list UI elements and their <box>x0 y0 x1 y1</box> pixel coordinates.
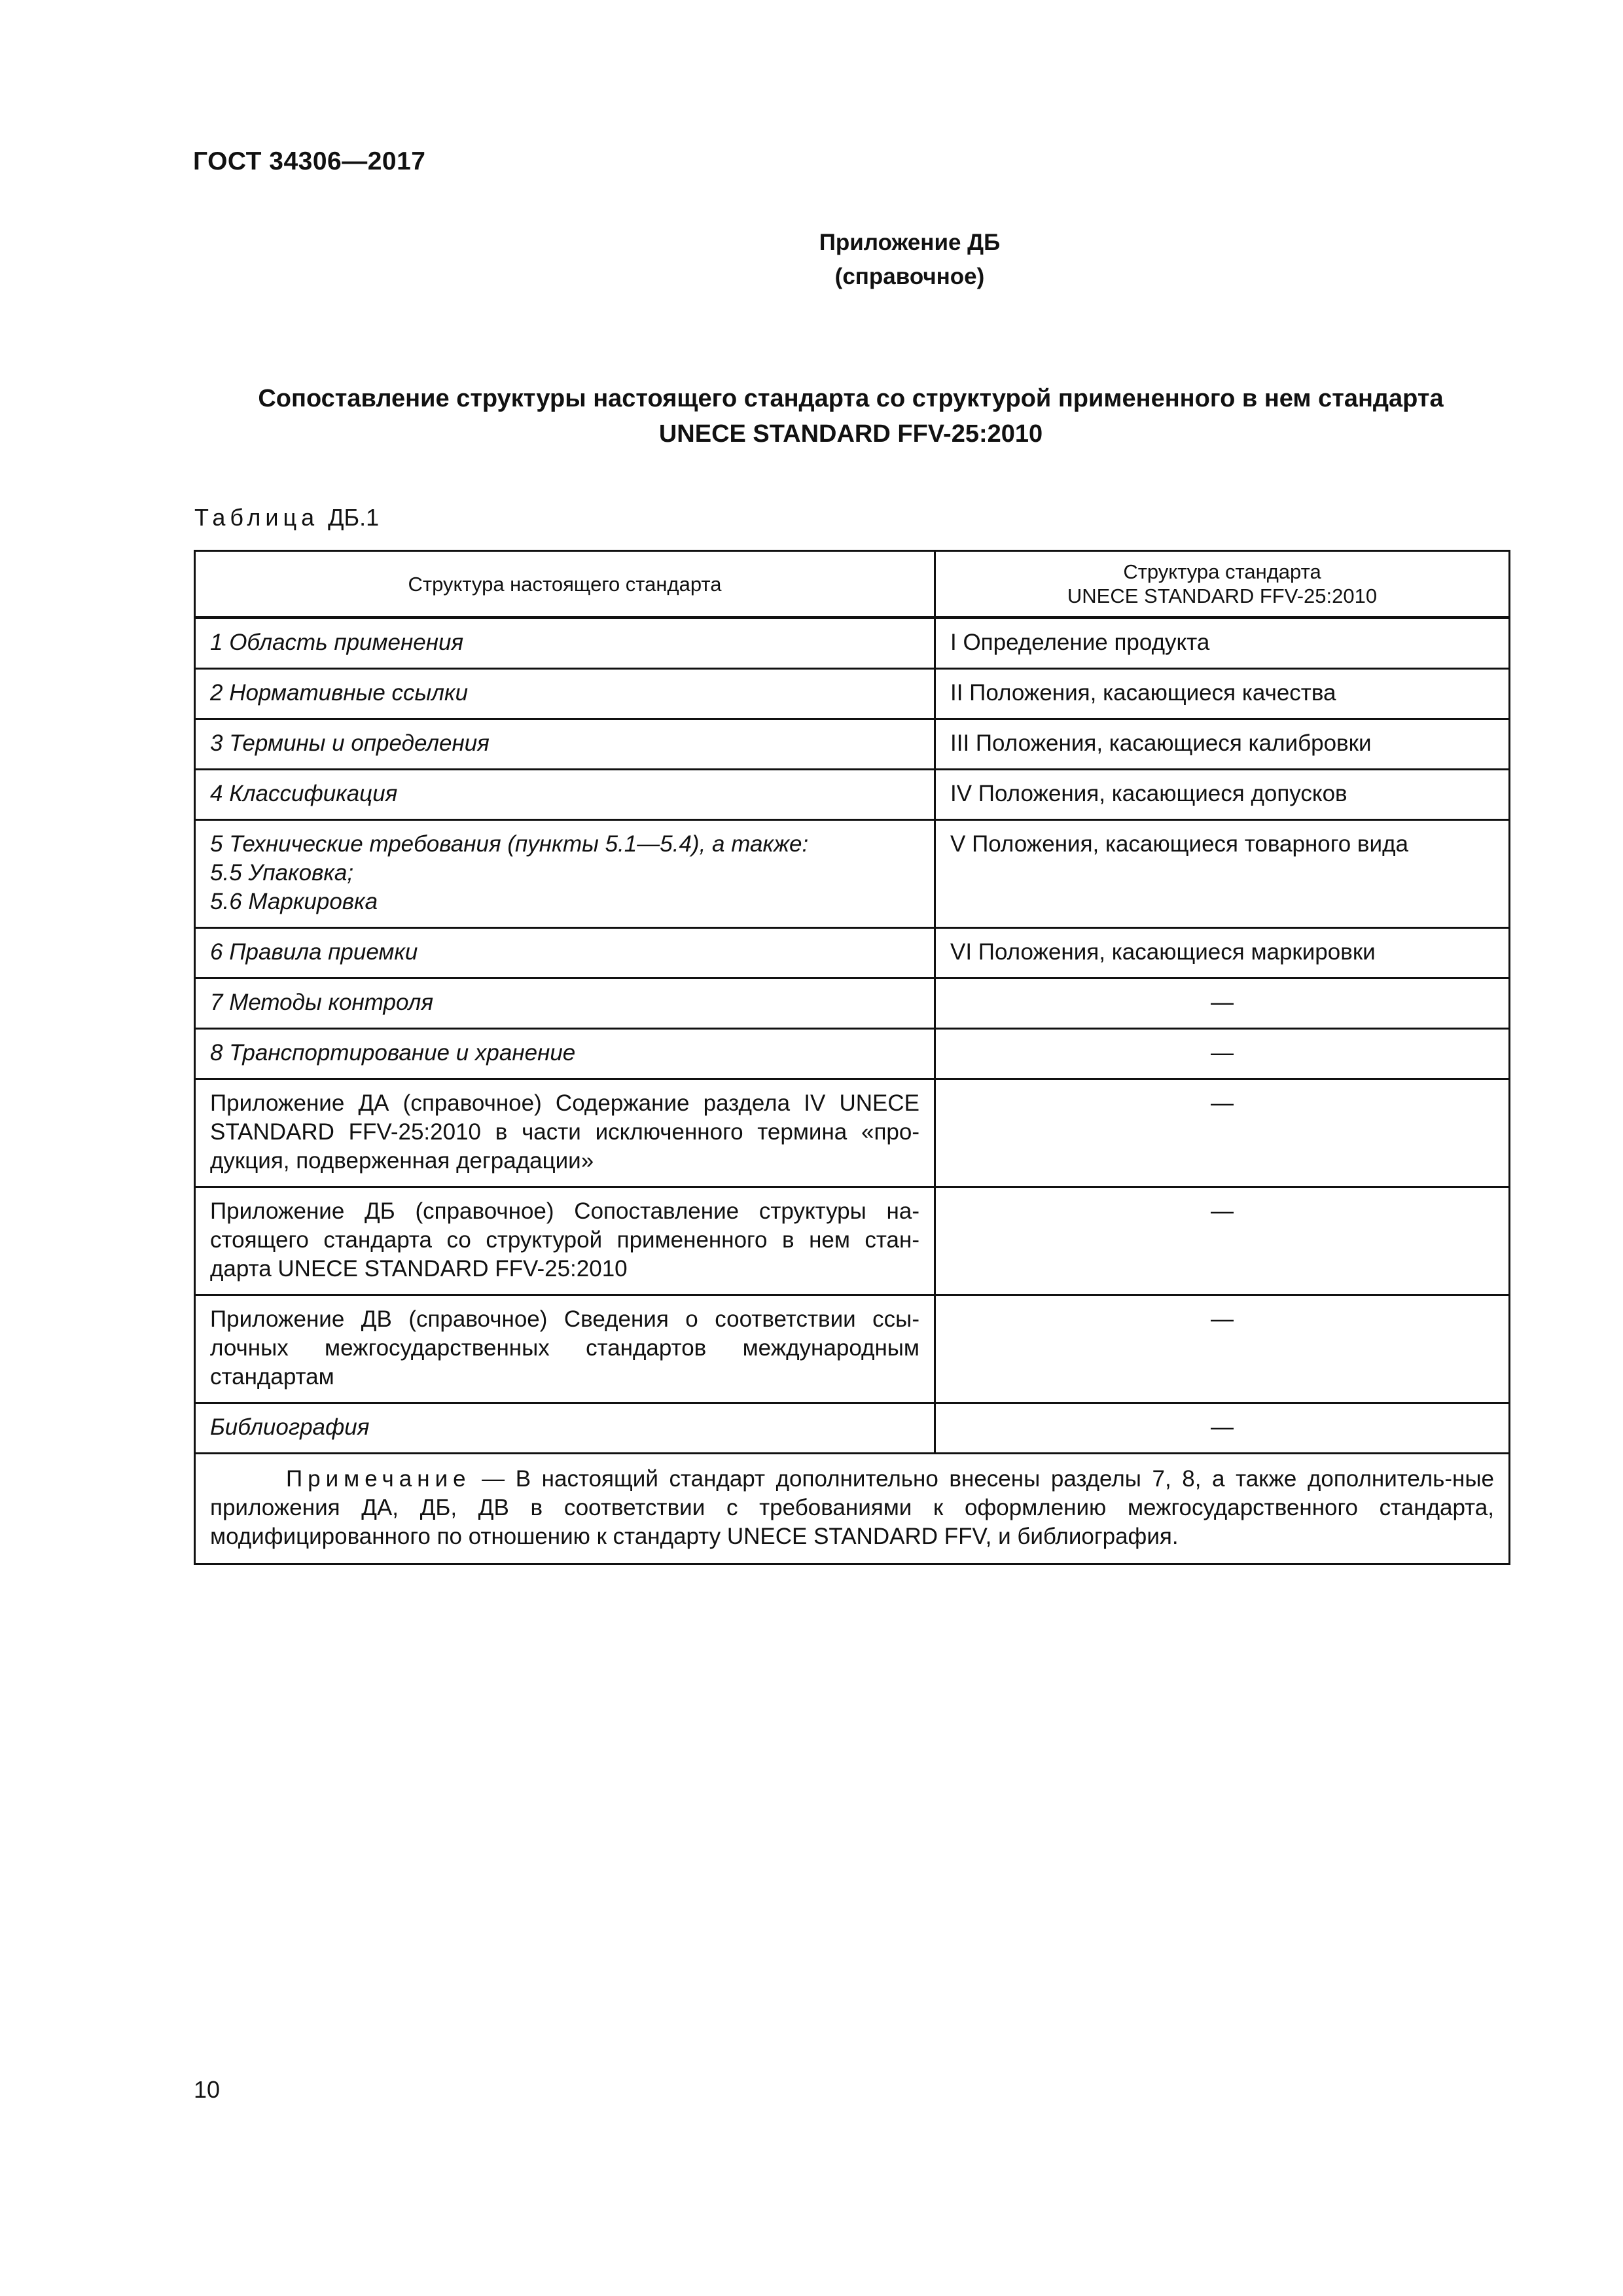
cell-this-standard: 3 Термины и определения <box>195 719 935 770</box>
cell-this-standard: 1 Область применения <box>195 618 935 669</box>
cell-unece-standard: — <box>935 1295 1510 1403</box>
table-row <box>195 618 1510 669</box>
note-label: Примечание <box>286 1466 471 1492</box>
cell-line: 5 Технические требования (пункты 5.1—5.4), а также: <box>210 831 809 857</box>
cell-this-standard: 8 Транспортирование и хранение <box>195 1029 935 1079</box>
table-caption-number: ДБ.1 <box>328 504 380 531</box>
table-caption-word: Таблица <box>194 504 319 531</box>
page-number: 10 <box>194 2076 221 2103</box>
document-code: ГОСТ 34306—2017 <box>193 147 426 175</box>
appendix-heading <box>0 226 1623 294</box>
table-row <box>195 978 1510 1029</box>
cell-unece-standard: — <box>935 1079 1510 1187</box>
cell-this-standard: Приложение ДА (справочное) Содержание раздела IV UNECE STANDARD FFV-25:2010 в части исключенного термина «про-дукция, подверженная деградации» <box>195 1079 935 1187</box>
cell-unece-standard: — <box>935 978 1510 1029</box>
table-note-row <box>195 1454 1510 1564</box>
table-caption <box>194 504 379 531</box>
cell-this-standard <box>195 820 935 928</box>
header-unece-line-2: UNECE STANDARD FFV-25:2010 <box>1067 584 1378 607</box>
title-line-1: Сопоставление структуры настоящего стандарта со структурой примененного в нем стандарта <box>258 385 1444 412</box>
cell-unece-standard: IV Положения, касающиеся допусков <box>935 770 1510 820</box>
cell-unece-standard: — <box>935 1187 1510 1295</box>
cell-this-standard: Приложение ДВ (справочное) Сведения о соответствии ссы-лочных межгосударственных стандартов международным стандартам <box>195 1295 935 1403</box>
appendix-kind: (справочное) <box>834 264 985 289</box>
cell-this-standard: 2 Нормативные ссылки <box>195 669 935 719</box>
cell-line: 5.6 Маркировка <box>210 889 378 914</box>
cell-unece-standard: II Положения, касающиеся качества <box>935 669 1510 719</box>
section-title <box>193 381 1508 452</box>
table-row <box>195 1295 1510 1403</box>
cell-unece-standard: V Положения, касающиеся товарного вида <box>935 820 1510 928</box>
table-row <box>195 1187 1510 1295</box>
cell-unece-standard: VI Положения, касающиеся маркировки <box>935 928 1510 978</box>
table-note <box>195 1454 1510 1564</box>
cell-unece-standard: — <box>935 1403 1510 1454</box>
table-row <box>195 719 1510 770</box>
cell-unece-standard: III Положения, касающиеся калибровки <box>935 719 1510 770</box>
cell-this-standard: 7 Методы контроля <box>195 978 935 1029</box>
header-this-standard: Структура настоящего стандарта <box>195 551 935 618</box>
note-text: — В настоящий стандарт дополнительно внесены разделы 7, 8, а также дополнитель-ные приложения ДА, ДБ, ДВ в соответствии с требованиями к оформлению межгосударственного стандарта, модифицированного по отношению к стандарту UNECE STANDARD FFV, и библиография. <box>210 1466 1494 1549</box>
cell-unece-standard: — <box>935 1029 1510 1079</box>
table-row <box>195 1079 1510 1187</box>
cell-line: 5.5 Упаковка; <box>210 860 354 886</box>
appendix-name: Приложение ДБ <box>819 230 1001 255</box>
structure-comparison-table <box>194 550 1510 1565</box>
cell-this-standard: Приложение ДБ (справочное) Сопоставление структуры на-стоящего стандарта со структурой примененного в нем стан-дарта UNECE STANDARD FFV-25:2010 <box>195 1187 935 1295</box>
cell-unece-standard: I Определение продукта <box>935 618 1510 669</box>
table-row <box>195 1029 1510 1079</box>
cell-this-standard: 6 Правила приемки <box>195 928 935 978</box>
table-row <box>195 928 1510 978</box>
cell-this-standard: Библиография <box>195 1403 935 1454</box>
table-row <box>195 1403 1510 1454</box>
title-line-2: UNECE STANDARD FFV-25:2010 <box>658 420 1043 448</box>
table-row <box>195 770 1510 820</box>
table-row <box>195 669 1510 719</box>
table-header-row <box>195 551 1510 618</box>
header-unece-standard <box>935 551 1510 618</box>
table-row <box>195 820 1510 928</box>
cell-this-standard: 4 Классификация <box>195 770 935 820</box>
header-unece-line-1: Структура стандарта <box>1123 560 1321 583</box>
